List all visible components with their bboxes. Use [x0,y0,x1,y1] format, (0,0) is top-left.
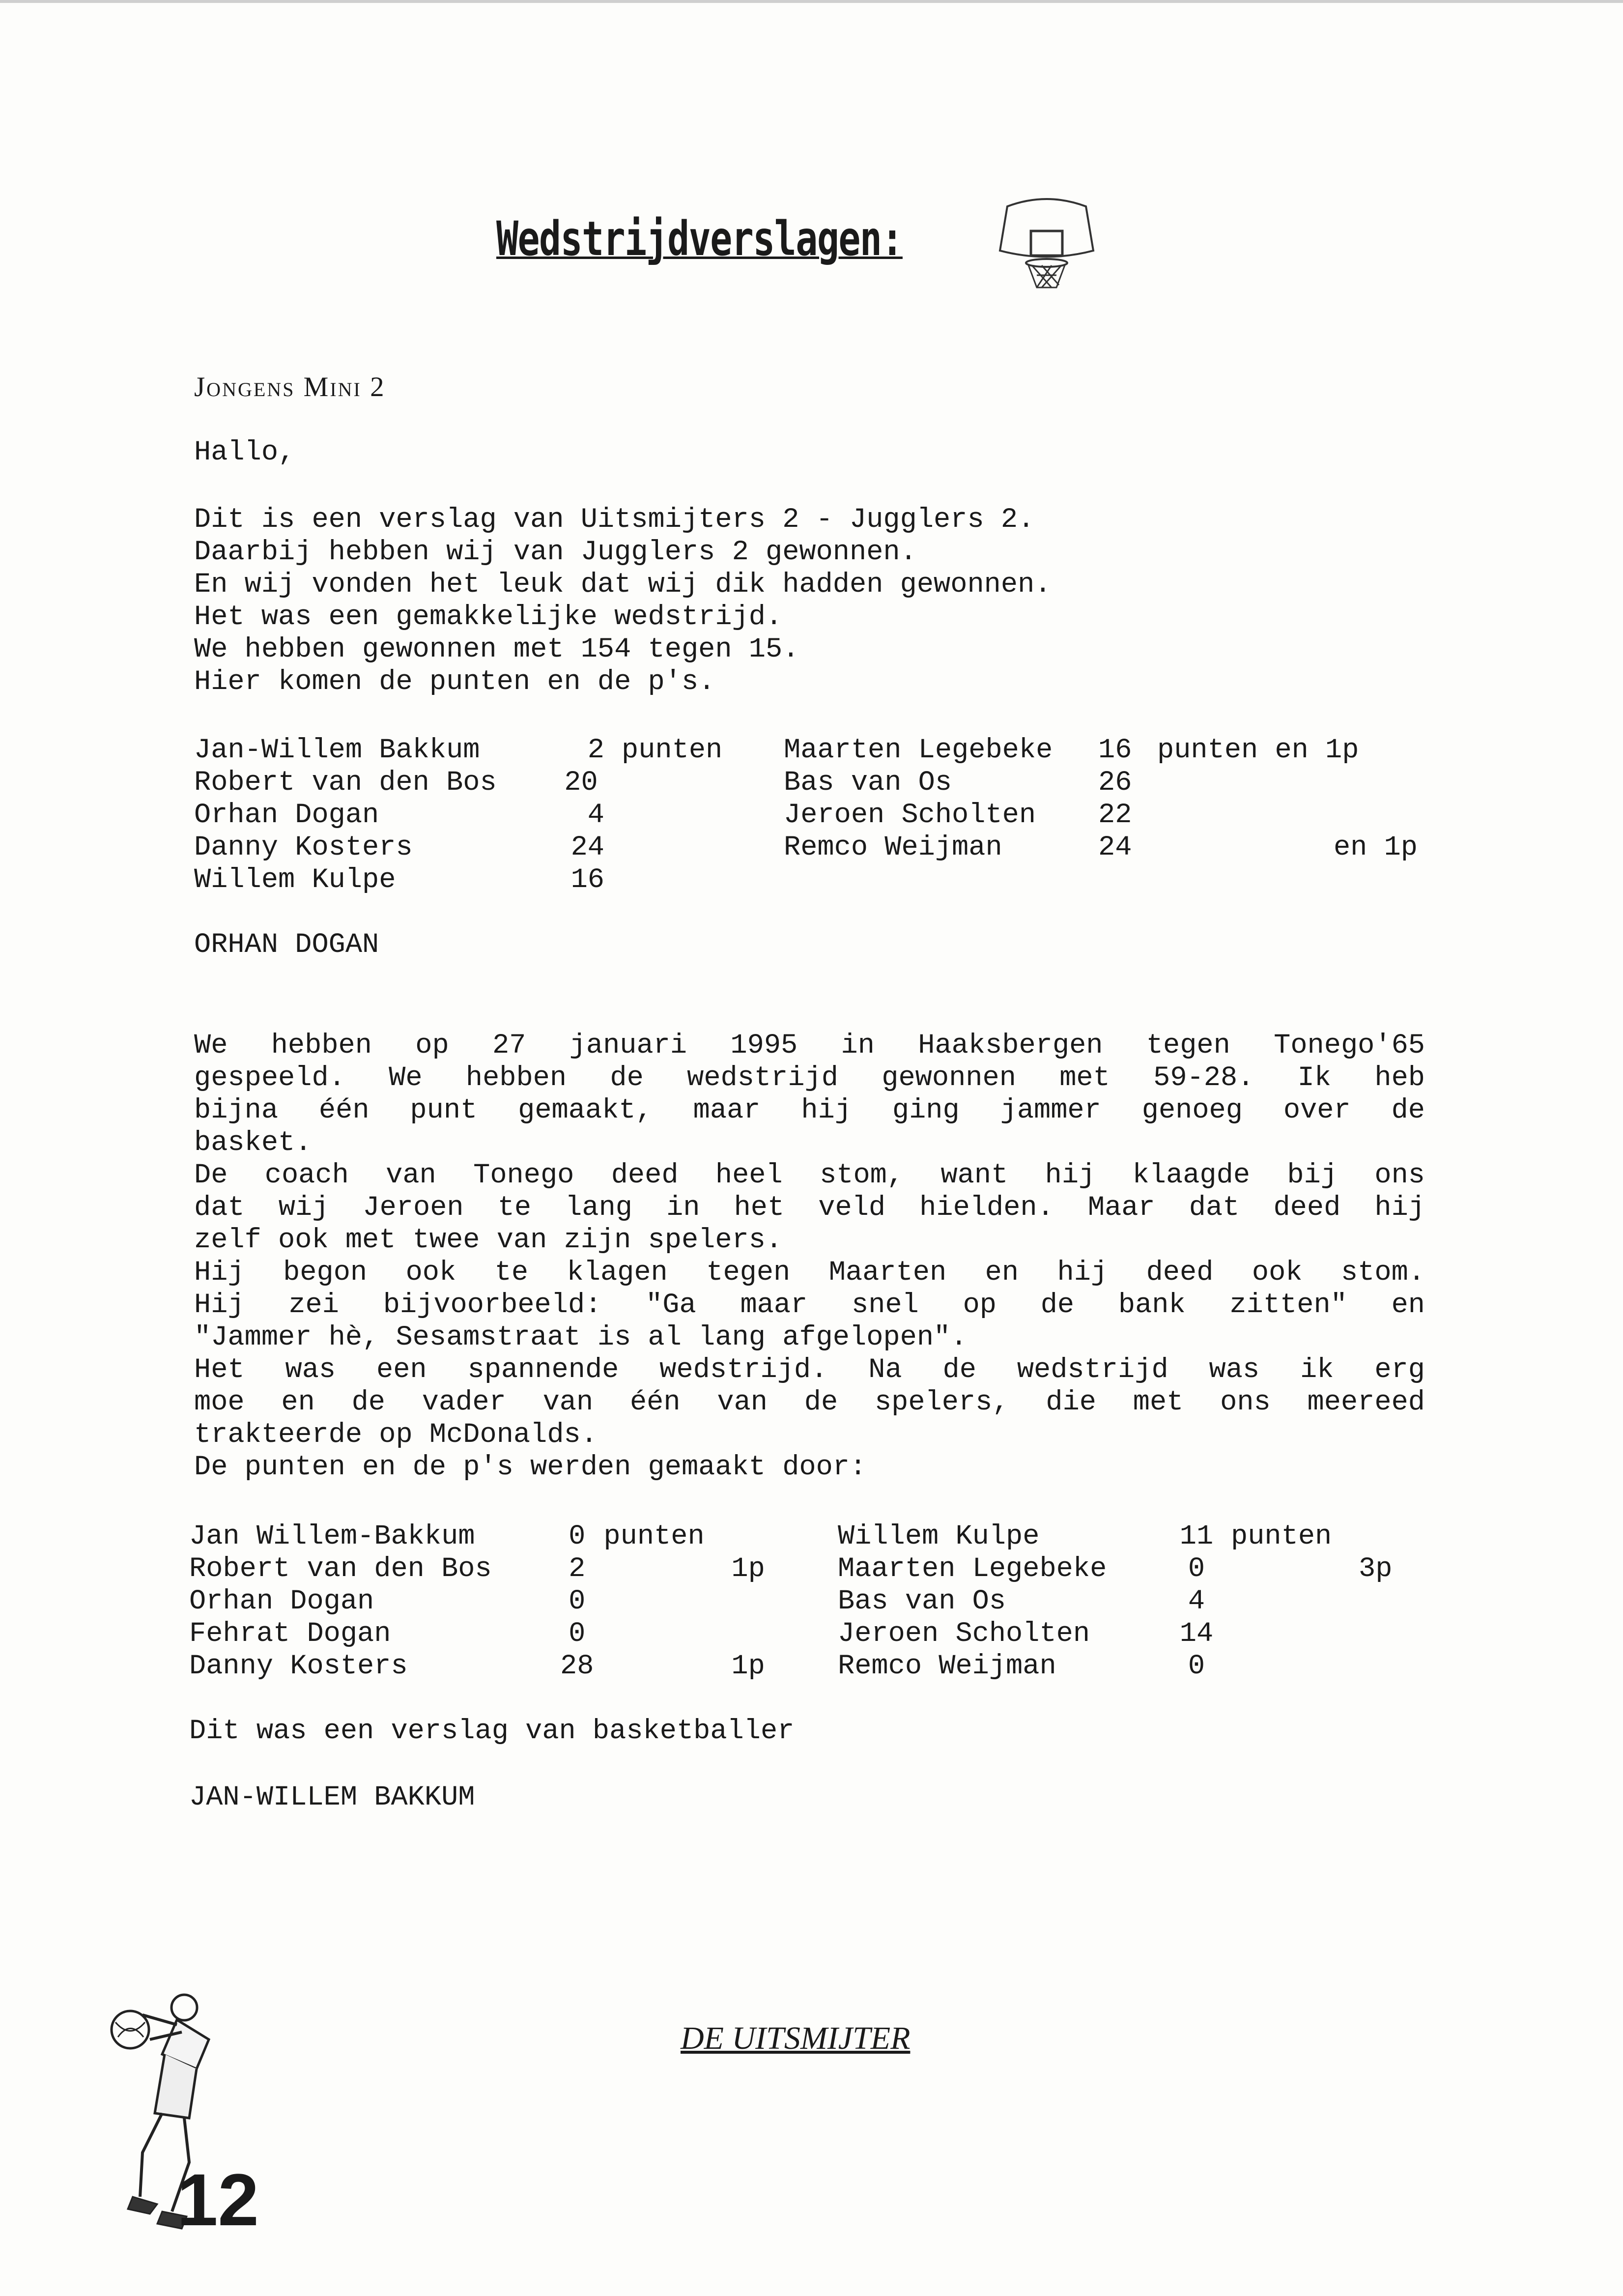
report-line: We hebben gewonnen met 154 tegen 15. [194,634,799,665]
page-number: 12 [177,2158,259,2241]
report-line: dat wij Jeroen te lang in het veld hielden. Maar dat deed hij [194,1192,1425,1224]
report-intro [194,504,1051,698]
scan-edge [0,0,1623,3]
scores-table-left [194,735,722,897]
report-line: zelf ook met twee van zijn spelers. [194,1225,783,1256]
report-line: Het was een gemakkelijke wedstrijd. [194,602,783,633]
report-body [194,1030,1425,1484]
table-row: Robert van den Bos 20 [194,767,598,799]
report-line: moe en de vader van één van de spelers, die met ons meereed [194,1387,1425,1418]
report-line: Het was een spannende wedstrijd. Na de wedstrijd was ik erg [194,1354,1425,1386]
report-line: bijna één punt gemaakt, maar hij ging jammer genoeg over de [194,1095,1425,1126]
table-row: Jeroen Scholten 14 [838,1618,1214,1650]
report-line: Hij begon ook te klagen tegen Maarten en hij deed ook stom. [194,1257,1425,1289]
table-row: Bas van Os 26 [784,767,1132,799]
table-row: Jan-Willem Bakkum 2 punten [194,735,723,766]
author-name: ORHAN DOGAN [194,929,379,961]
closing-line: Dit was een verslag van basketballer [189,1716,795,1747]
report-line: De coach van Tonego deed heel stom, want hij klaagde bij ons [194,1160,1425,1191]
table-row: Remco Weijman 24 en 1p [784,832,1418,863]
page-title: Wedstrijdverslagen: [496,211,903,266]
report-line: We hebben op 27 januari 1995 in Haaksbergen tegen Tonego'65 [194,1030,1425,1062]
table-row: Danny Kosters 24 [194,832,604,863]
table-row: Jeroen Scholten 22 [784,800,1132,831]
author-name: JAN-WILLEM BAKKUM [189,1782,475,1813]
report-line: "Jammer hè, Sesamstraat is al lang afgelopen". [194,1322,968,1353]
report-line: gespeeld. We hebben de wedstrijd gewonnen met 59-28. Ik heb [194,1062,1425,1094]
table-row: Bas van Os 4 [838,1586,1205,1617]
report-line: trakteerde op McDonalds. [194,1419,598,1451]
table-row: Remco Weijman 0 [838,1651,1205,1682]
table-row: Maarten Legebeke 16 punten en 1p [784,735,1359,766]
publication-name: DE UITSMIJTER [681,2020,911,2056]
table-row: Willem Kulpe 11 punten [838,1521,1332,1552]
table-row: Orhan Dogan 0 [189,1586,586,1617]
report-line: De punten en de p's werden gemaakt door: [194,1452,867,1483]
table-row: Willem Kulpe 16 [194,864,604,896]
table-row: Orhan Dogan 4 [194,800,604,831]
report-line: basket. [194,1127,312,1159]
scores-table-right [784,735,1418,864]
table-row: Maarten Legebeke 0 3p [838,1553,1393,1585]
report-line: Dit is een verslag van Uitsmijters 2 - Jugglers 2. [194,504,1035,536]
report-line: Daarbij hebben wij van Jugglers 2 gewonnen. [194,537,917,568]
team-heading: Jongens Mini 2 [194,372,386,402]
table-row: Danny Kosters 28 1p [189,1651,765,1682]
table-row: Fehrat Dogan 0 [189,1618,586,1650]
scores-table-right-2 [838,1521,1408,1683]
table-row: Robert van den Bos 2 1p [189,1553,765,1585]
basketball-hoop-icon [988,197,1106,310]
report-line: Hier komen de punten en de p's. [194,666,715,698]
report-line: Hij zei bijvoorbeeld: "Ga maar snel op de bank zitten" en [194,1290,1425,1321]
scores-table-left-2 [189,1521,805,1683]
report-line: En wij vonden het leuk dat wij dik hadden gewonnen. [194,569,1052,601]
greeting: Hallo, [194,437,295,468]
table-row: Jan Willem-Bakkum 0 punten [189,1521,705,1552]
